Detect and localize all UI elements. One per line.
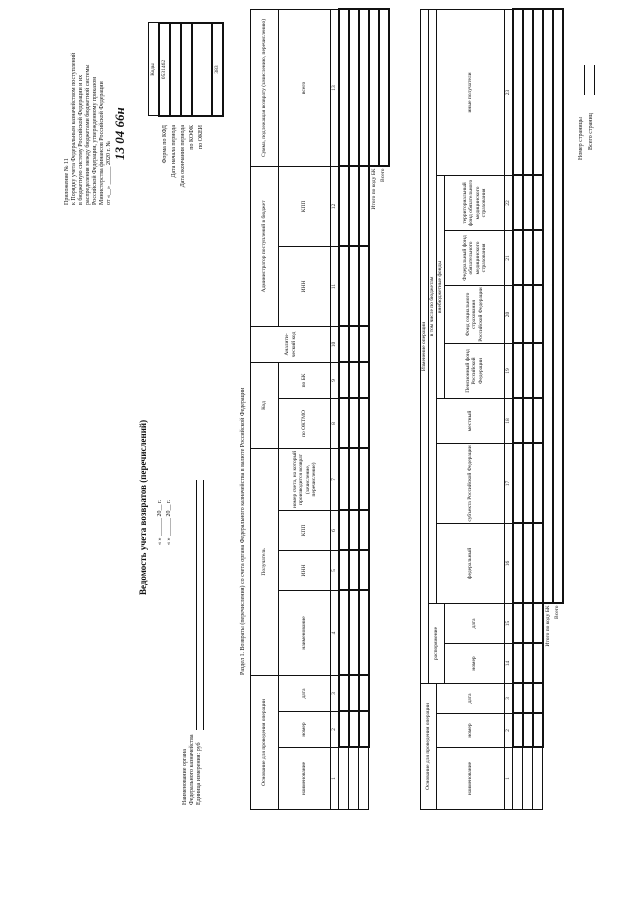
codes-header: Коды	[149, 23, 160, 116]
form-label: Форма по КФД	[162, 125, 168, 164]
t1-admin-header: Администратор поступлений в бюджет	[251, 166, 279, 326]
t2-total-row	[553, 9, 563, 809]
appendix-line: Приложение № 11	[64, 158, 70, 205]
org-label: Федерального казначейства	[189, 734, 195, 805]
t2-offbudget-header: внебюджетные фонды	[437, 175, 445, 398]
t2-in-budgets-header: в том числе по бюджетам	[429, 9, 437, 603]
appendix-note	[64, 5, 113, 205]
col-number: 23	[505, 9, 513, 175]
col-number: 7	[331, 448, 339, 510]
org-label: Единица измерения: руб	[196, 742, 202, 805]
pages-total-line	[594, 65, 595, 95]
code-okei: 383	[212, 23, 223, 116]
t1-number-row	[331, 9, 339, 809]
col-number: 12	[331, 166, 339, 246]
appendix-line: к Порядку учета Федеральным казначейством поступлений	[71, 52, 77, 205]
t2-total-value	[553, 9, 563, 603]
t2-col-disp-number: номер	[445, 643, 505, 683]
col-number: 3	[331, 675, 339, 711]
col-number: 1	[505, 748, 513, 810]
code-kofk	[192, 23, 212, 116]
t1-recipient-header: Получатель	[251, 448, 279, 675]
t1-col-admin-inn: ИНН	[279, 246, 331, 326]
t2-col-ffoms: Федеральный фонд обязательного медицинского страхования	[445, 230, 505, 285]
t1-sum-header: Сумма, подлежащая возврату (зачислению, перечислению)	[251, 9, 279, 166]
t2-total-label: Всего	[554, 605, 561, 619]
appendix-line: в бюджетную систему Российской Федерации и их	[78, 74, 84, 205]
col-number: 18	[505, 398, 513, 443]
col-number: 1	[331, 748, 339, 810]
col-number: 11	[331, 246, 339, 326]
t1-col-inn: ИНН	[279, 550, 331, 590]
col-number: 14	[505, 643, 513, 683]
col-number: 21	[505, 230, 513, 285]
appendix-line: Министерства финансов Российской Федерации	[99, 81, 105, 205]
form-labels	[162, 125, 207, 205]
form-label: по КОФК	[189, 125, 195, 150]
t1-basis-header: Основание для проведения операции	[251, 675, 279, 809]
period-from-line: « » ______ 20__ г.	[157, 499, 163, 545]
t2-col-other: иные получатели	[437, 9, 505, 175]
col-number: 2	[505, 714, 513, 748]
returns-table	[250, 8, 390, 810]
code-period-start	[170, 23, 181, 116]
t1-total-value	[379, 9, 389, 166]
t1-col-name: наименование	[279, 748, 331, 810]
col-number: 3	[505, 683, 513, 713]
t1-total-label: Всего	[380, 168, 387, 182]
t2-col-number: номер	[437, 714, 505, 748]
code-kfd: 0531462	[159, 23, 170, 116]
t2-col-disp-date: дата	[445, 603, 505, 643]
document-title: Ведомость учета возвратов (перечислений)	[138, 419, 148, 595]
handwritten-stamp: 13 04 66н	[112, 107, 127, 160]
col-number: 17	[505, 443, 513, 523]
org-name-line	[196, 480, 197, 730]
col-number: 10	[331, 326, 339, 362]
col-number: 19	[505, 343, 513, 398]
t1-total-bk-value	[369, 9, 379, 166]
col-number: 20	[505, 285, 513, 343]
col-number: 9	[331, 362, 339, 398]
org-labels	[182, 734, 203, 805]
codes-box	[148, 22, 224, 117]
t1-col-kpp: КПП	[279, 510, 331, 550]
col-number: 5	[331, 550, 339, 590]
t1-col-number: номер	[279, 712, 331, 748]
col-number: 6	[331, 510, 339, 550]
t2-total-bk-value	[543, 9, 553, 603]
pages-total-label: Всего страниц	[588, 113, 594, 150]
t2-col-subject: субъекта Российской Федерации	[437, 443, 505, 523]
form-label: по ОКЕИ	[198, 125, 204, 150]
t1-analytic-header: Аналити-ческий код	[251, 326, 331, 362]
t1-col-date: дата	[279, 675, 331, 711]
t1-col-bk: по БК	[279, 362, 331, 398]
t1-total-bk-label: Итого по коду БК	[370, 168, 377, 210]
t2-col-tfoms: территориальный фонд обязательного медицинского страхования	[445, 175, 505, 230]
form-label: Дата начала периода	[171, 125, 177, 178]
page-number-label: Номер страницы	[578, 117, 584, 160]
col-number: 4	[331, 590, 339, 675]
form-label: Дата окончания периода	[180, 125, 186, 188]
t2-col-social: Фонд социального страхования Российской Федерации	[445, 285, 505, 343]
changes-table	[420, 8, 564, 810]
t1-total-bk-row	[369, 9, 379, 809]
t2-col-date: дата	[437, 683, 505, 713]
table-row	[349, 9, 359, 809]
col-number: 16	[505, 523, 513, 603]
t2-col-local: местный	[437, 398, 505, 443]
t2-total-bk-label: Итого по коду БК	[544, 605, 551, 647]
t1-col-total: всего	[279, 9, 331, 166]
t2-number-row	[505, 9, 513, 809]
table-row	[533, 9, 543, 809]
t2-col-federal: федеральный	[437, 523, 505, 603]
page-number-line	[584, 65, 585, 95]
col-number: 22	[505, 175, 513, 230]
appendix-line: распределения между бюджетами бюджетной системы	[85, 64, 91, 205]
t1-total-row	[379, 9, 389, 809]
col-number: 13	[331, 9, 339, 166]
table-row	[523, 9, 533, 809]
unit-line	[203, 480, 204, 730]
t1-col-recipient-name: наименование	[279, 590, 331, 675]
section1-title: Раздел 1. Возвраты (перечисления) со счета органа Федерального казначейства в валюте Российской Федерации	[240, 387, 246, 675]
appendix-line: Российской Федерации, утвержденному приказом	[92, 77, 98, 205]
code-period-end	[181, 23, 192, 116]
period-to-line: « » ______ 20__ г.	[166, 499, 172, 545]
t1-code-header: Код	[251, 362, 279, 448]
table-row	[339, 9, 349, 809]
table-row	[359, 9, 369, 809]
t2-total-bk-row	[543, 9, 553, 809]
table-row	[513, 9, 523, 809]
t1-col-admin-kpp: КПП	[279, 166, 331, 246]
t2-col-name: наименование	[437, 748, 505, 810]
appendix-line: от «__» ______ 2020 г. №	[106, 140, 112, 205]
org-label: Наименование органа	[182, 749, 188, 805]
t2-disposition-header: распоряжение	[429, 603, 445, 683]
t2-changes-header: Изменение операции	[421, 9, 429, 683]
t1-col-oktmo: по ОКТМО	[279, 398, 331, 448]
col-number: 15	[505, 603, 513, 643]
t2-col-pension: Пенсионный фонд Российской Федерации	[445, 343, 505, 398]
t2-basis-header: Основание для проведения операции	[421, 683, 437, 809]
col-number: 8	[331, 398, 339, 448]
col-number: 2	[331, 712, 339, 748]
t1-col-account: номер счета, на который производится возврат (зачисление, перечисление)	[279, 448, 331, 510]
